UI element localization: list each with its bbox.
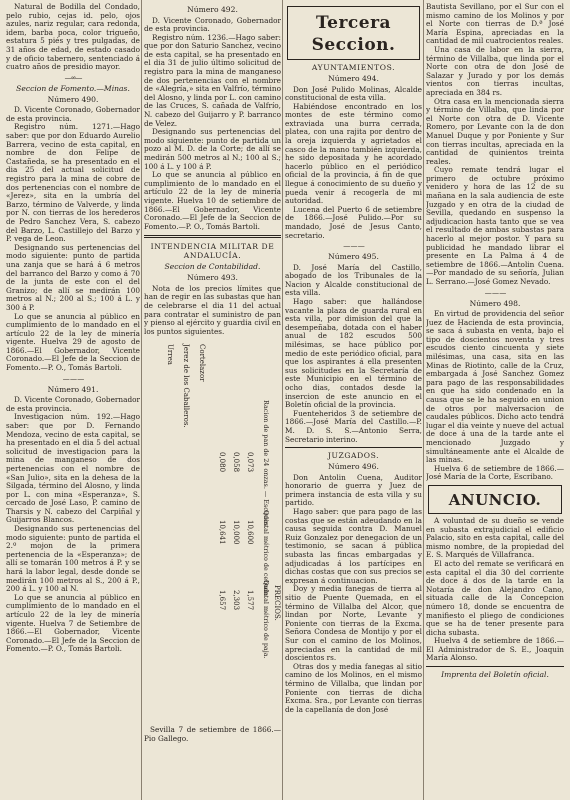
column-1 [6, 0, 140, 800]
notice-paragraph: D. Vicente Coronado, Gobernador de esta provincia. [6, 105, 140, 123]
anuncio-title: ANUNCIO. [448, 490, 542, 509]
table-value: 10,000 [232, 520, 240, 545]
column-rule [282, 0, 283, 800]
notice-paragraph: Registro núm. 1236.—Hago saber: que por don Saturio Sanchez, vecino de esta capital, se ha presentado en el dia 31 de julio último solicitud de registro para la mina de manganeso de dos pertenencias con el nombre de «Alegría,» sita en Valfrío, término del Alosno, y linda por L. con camino de las Cruces, S. cañada de Valfrío, N. cabezo del Guijarro y P. barranco de Velez. [144, 32, 281, 128]
column-rule [141, 0, 142, 800]
notice-paragraph: Fuenteheridos 3 de setiembre de 1866.—José María del Castillo.—P. M. D. S. S.—Antonio Serra, Secretario interino. [285, 408, 422, 444]
column-header: Quintal métrico de paja. [262, 580, 270, 659]
notice-paragraph: Hago saber: que para pago de las costas que se están adeudando en la causa seguida contra D. Manuel Ruiz Gonzalez por denegacion de un testimonio, se sacan á pública subasta las fincas embargadas y adjudicadas á los partícipes en dichas costas que con sus precios se expresan á continuacion. [285, 507, 422, 585]
notice-number: Número 498. [469, 298, 521, 308]
table-value: 0,080 [218, 452, 226, 473]
table-place: Urrea [166, 344, 174, 366]
notice-paragraph: Otras dos y media fanegas al sitio camino de los Molinos, en el mismo término de Villalba, que lindan por Poniente con tierras de dicha Excma. Sra., por Levante con tierras de la capellanía de don José [285, 661, 422, 714]
section-heading: INTENDENCIA MILITAR DE ANDALUCÍA. [150, 242, 275, 261]
column-header: Racion de pan de 24 onzas. — Escudos. [262, 400, 270, 529]
notice-paragraph: Designando sus pertenencias del modo siguiente: punto de partida una zanja que se hará á 6 metros del barranco del Barzo y como á 70 de la junta de este con el del Granizo; de allí se medirán 100 metros al N.; 200 al S.; 100 á L. y 300 á P. [6, 242, 140, 312]
notice-number: Número 495. [328, 252, 379, 262]
notice-paragraph: Don Antolin Cuena, Auditor honorario de guerra y Juez de primera instancia de esta villa y su partido. [285, 472, 422, 508]
table-place: Cortelazor [198, 344, 206, 382]
notice-paragraph: Lo que se anuncia al público en cumplimiento de lo mandado en el artículo 22 de la ley de minería vigente. Huelva 7 de Setiembre de 1866.—El Gobernador, Vicente Coronado.—El Jefe de la Seccion de Fomento.—P. O., Tomás Bartoli. [6, 592, 140, 654]
separator: — — — [484, 288, 506, 297]
separator: — — — [343, 242, 364, 251]
section-heading: Seccion de Fomento.—Minas. [16, 83, 130, 93]
notice-paragraph: D. Vicente Coronado, Gobernador de esta provincia. [144, 15, 281, 34]
column-2 [144, 0, 281, 800]
notice-paragraph: Lo que se anuncia al público en cumplimiento de lo mandado en el artículo 22 de la ley de minería vigente. Huelva 29 de agosto de 1866.—El Gobernador, Vicente Coronado.—El Jefe de la Seccion de Fomento.—P. O., Tomás Bartoli. [6, 311, 140, 373]
table-value: 10,600 [246, 520, 254, 545]
section-heading: AYUNTAMIENTOS. [311, 63, 396, 72]
notice-paragraph: Registro núm. 1271.—Hago saber: que por don Eduardo Aurelio Barrera, vecino de esta capital, en nombre de don Felipe de Castañeda, se ha presentado en el dia 25 del actual solicitud de registro para la mina de cobre de dos pertenencias con el nombre de «Jerez», sita en la umbría del Barzo, término de Valverde, y linda por N. con tierras de los herederos de Pedro Sanchez Vera, S. cabezo del Barzo, L. Castillejo del Barzo y P. vega de Leon. [6, 122, 140, 244]
section-title-box [287, 6, 420, 60]
rule [426, 666, 564, 667]
rule [285, 447, 422, 448]
notice-paragraph: Hago saber: que hallándose vacante la plaza de guarda rural en esta villa, por dimision del que la desempeñaba, dotada con el haber anual de 182 escudos 500 milésimas, se hace público por medio de este periódico oficial, para que los aspirantes á ella presenten sus solicitudes en la Secretaría de este Municipio en el término de ocho dias, contados desde la insercion de este anuncio en el Boletín oficial de la provincia. [285, 297, 422, 410]
notice-number: Número 491. [47, 384, 99, 394]
table-value: 2,303 [232, 590, 240, 611]
notice-paragraph: Lo que se anuncia al público en cumplimiento de lo mandado en el artículo 22 de la ley de minería vigente. Huelva 10 de setiembre de 1866.—El Gobernador, Vicente Coronado.—El Jefe de la Seccion de Fomento.—P. O., Tomás Bartoli. [144, 170, 281, 231]
notice-paragraph: A voluntad de su dueño se vende en subasta extrajudicial el edificio Palacio, sito en esta capital, calle del mismo nombre, de la propiedad del E. S. Marqués de Villafranca. [426, 515, 564, 560]
notice-number: Número 490. [47, 94, 99, 104]
column-rule [423, 0, 424, 800]
table-place: Jerez de los Caballeros. [182, 344, 190, 429]
separator: — — — [62, 374, 84, 383]
notice-paragraph: Cuyo remate tendrá lugar el primero de octubre próximo venidero y hora de las 12 de su mañana en la sala audiencia de este Juzgado y en otra de la ciudad de Sevilla, quedando en suspenso la adjudicacion hasta tanto que se vea el resultado de ambas subastas para hacerlo al mejor postor. Y para su publicidad he mandado librar el presente en La Palma á 4 de setiembre de 1866.—Antolin Cuena.—Por mandado de su señoría, Julian L. Serrano.—José Gomez Nevado. [426, 165, 564, 286]
table-value: 1,657 [218, 590, 226, 611]
notice-paragraph: D. José María del Castillo, abogado de los Tribunales de la Nacion y Alcalde constitucional de esta villa. [285, 262, 422, 298]
notice-paragraph: Doy y media fanegas de tierra al sitio de Puente Quemada, en el término de Villalba del Alcor, que lindan por Norte, Levante y Poniente con tierras de la Excma. Señora Condesa de Montijo y por el Sur con el camino de los Molinos, apreciadas en la cantidad de mil doscientos rs. [285, 584, 422, 663]
notice-number: Número 492. [187, 5, 238, 14]
column-4 [426, 0, 564, 800]
signature-line: Sevilla 7 de setiembre de 1866.—Pio Gallego. [144, 725, 281, 743]
table-value: 0,073 [246, 452, 254, 473]
table-value: 0,058 [232, 452, 240, 473]
notice-paragraph: Una casa de labor en la sierra, término de Villalba, que linda por el Norte con otra de don José de Salazar y Jurado y por los demás vientos con tierras incultas, apreciada en 384 rs. [426, 44, 564, 97]
printer-imprint: Imprenta del Boletín oficial. [441, 670, 549, 680]
notice-paragraph: Habiéndose encontrado en los montes de este término como extraviada una burra cerrada, platea, con una rajita por dentro de la oreja izquierda y agrietados el casco de la mano también izquierda, he sido depositada y he acordado hacerlo público en el periódico oficial de la provincia, á fin de que llegue á conocimiento de su dueño y pueda venir á recogerla de mi autoridad. [285, 101, 422, 206]
table-value: 10,641 [218, 520, 226, 545]
anuncio-title-box [428, 485, 562, 514]
notice-paragraph: Huelva 6 de setiembre de 1866.—José María de la Corte, Escribano. [426, 463, 564, 482]
subsection-heading: Seccion de Contabilidad. [164, 262, 261, 272]
notice-paragraph: El acto del remate se verificará en esta capital el dia 30 del corriente de doce á dos de la tarde en la Notaría de don Alejandro Cano, situada calle de la Concepcion número 18, donde se encuentra de manifiesto el pliego de condiciones que se ha de tener presente para dicha subasta. [426, 558, 564, 637]
double-rule [144, 235, 281, 238]
column-3 [285, 0, 422, 800]
notice-paragraph: En virtud de providencia del señor Juez de Hacienda de esta provincia, se saca á subasta en venta, bajo el tipo de doscientos noventa y tres escudos ciento cincuenta y siete milésimas, una casa, sita en las Minas de Riotinto, calle de la Cruz, embargada á José Sanchez Gomez para pago de las responsabilidades en que ha sido condenado en la causa que se le ha seguido en union de otros por malversacion de caudales públicos. Dicho acto tendrá lugar el dia veinte y nueve del actual de doce á una de la tarde ante el mencionado Juzgado y simultáneamente ante el Alcalde de las minas. [426, 309, 564, 465]
notice-paragraph: Huelva 4 de setiembre de 1866.—El Administrador de S. E., Joaquin María Alonso. [426, 636, 564, 663]
notice-number: Número 494. [328, 74, 379, 83]
section-title: Tercera Seccion. [311, 13, 396, 55]
notice-paragraph: Nota de los precios límites que han de regir en las subastas que han de celebrarse el dia 11 del actual para contratar el suministro de pan y pienso al ejército y guardia civil en los puntos siguientes. [144, 283, 281, 336]
notice-paragraph: D. Vicente Coronado, Gobernador de esta provincia. [6, 395, 140, 413]
table-value: 1,577 [246, 590, 254, 611]
notice-paragraph: Designando sus pertenencias del modo siguiente: punto de partida un pozo al M. D. de la Corte; de allí se medirán 500 metros al N.; 100 al S.; 100 á L. y 100 á P. [144, 127, 281, 171]
section-heading: JUZGADOS. [327, 451, 380, 461]
notice-paragraph: Otra casa en la mencionada sierra y término de Villalba, que linda por el Norte con otra de D. Vicente Romero, por Levante con la de don Manuel Duque y por Poniente y Sur con tierras incultas, apreciada en la cantidad de quinientos treinta reales. [426, 96, 564, 166]
separator: —∞— [64, 73, 82, 82]
notice-paragraph: Lucena del Puerto 6 de setiembre de 1866.—José Pulido.—Por su mandado, José de Jesus Canto, secretario. [285, 204, 422, 240]
notice-paragraph: Investigacion núm. 192.—Hago saber: que por D. Fernando Mendoza, vecino de esta capital, se ha presentado en el dia 5 del actual solicitud de investigacion para la mina de manganeso de dos pertenencias con el nombre de «San Julio», sita en la dehesa de la Silgada, término del Alosno, y linda por L. con mina «Esperanza», S. cercado de José Laso, P. camino de Tharsis y N. cabezo del Carpiñal y Guijarros Blancos. [6, 412, 140, 525]
notice-paragraph: Designando sus pertenencias del modo siguiente: punto de partida el 2.º mojon de la primera pertenencia de la «Esperanza»; de allí se tomarán 100 metros á P. y se hará la labor legal, desde donde se medirán 100 metros al S., 200 á P., 200 á L. y 100 al N. [6, 524, 140, 594]
prices-label: PRECIOS. [273, 585, 281, 622]
notice-number: Número 493. [187, 273, 238, 283]
price-table [144, 340, 281, 659]
continued-text: Bautista Sevillano, por el Sur con el mismo camino de los Molinos y por el Norte con tierras de D.ª José María Espina, apreciadas en la cantidad de mil cuatrocientos reales. [426, 2, 564, 46]
column-header: Quintal métrico de cebada. [262, 510, 270, 599]
continued-text: Natural de Bodilla del Condado, pelo rubio, cejas id. pelo, ojos azules, nariz regular, cara redonda, idem, barba poca, color trigueño, estatura 5 piés y tres pulgadas, de 31 años de edad, de estado casado y de oficio tabernero, sentenciado á cuatro años de presidio mayor. [6, 2, 140, 72]
notice-paragraph: Don José Pulido Molinas, Alcalde constitucional de esta villa. [285, 84, 422, 103]
notice-number: Número 496. [328, 462, 379, 472]
